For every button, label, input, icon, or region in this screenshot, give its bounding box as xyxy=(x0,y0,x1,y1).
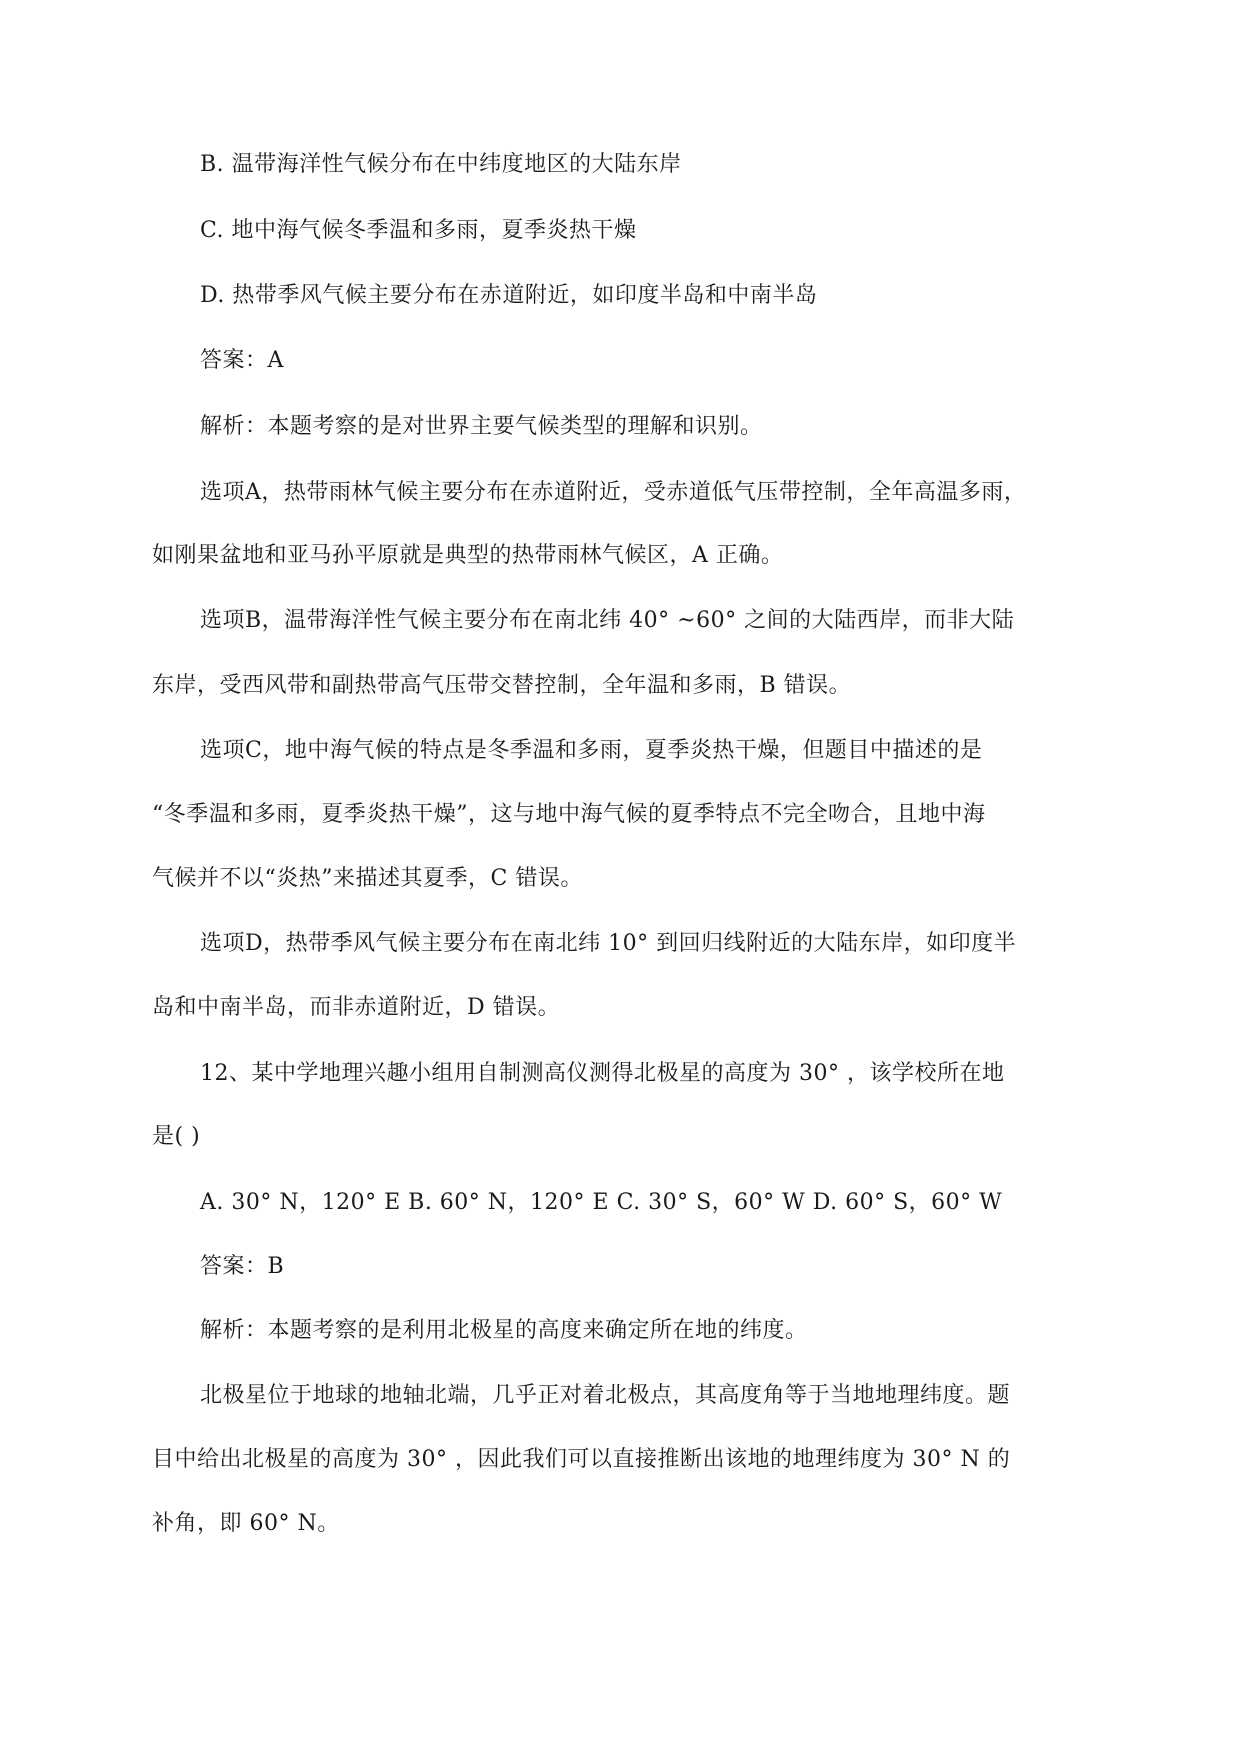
paragraph-line: 北极星位于地球的地轴北端，几乎正对着北极点，其高度角等于当地地理纬度。题 xyxy=(200,1383,1011,1408)
paragraph-line: “冬季温和多雨，夏季炎热干燥”，这与地中海气候的夏季特点不完全吻合，且地中海 xyxy=(152,802,986,827)
paragraph-line: 如刚果盆地和亚马孙平原就是典型的热带雨林气候区，A 正确。 xyxy=(152,543,784,568)
question-text: 12、某中学地理兴趣小组用自制测高仪测得北极星的高度为 30° ，该学校所在地 xyxy=(200,1061,1005,1086)
option-c-text: C. 地中海气候冬季温和多雨，夏季炎热干燥 xyxy=(200,218,637,243)
paragraph-line: 岛和中南半岛，而非赤道附近，D 错误。 xyxy=(152,995,561,1020)
option-b-text: B. 温带海洋性气候分布在中纬度地区的大陆东岸 xyxy=(200,152,682,177)
paragraph-line: 选项D，热带季风气候主要分布在南北纬 10° 到回归线附近的大陆东岸，如印度半 xyxy=(200,931,1017,956)
paragraph-line: 气候并不以“炎热”来描述其夏季，C 错误。 xyxy=(152,866,583,891)
option-d-text: D. 热带季风气候主要分布在赤道附近，如印度半岛和中南半岛 xyxy=(200,283,818,308)
paragraph-line: 补角，即 60° N。 xyxy=(152,1511,340,1536)
paragraph-line: 东岸，受西风带和副热带高气压带交替控制，全年温和多雨，B 错误。 xyxy=(152,673,852,698)
question-text: 是( ) xyxy=(152,1124,201,1149)
paragraph-line: 选项C，地中海气候的特点是冬季温和多雨，夏季炎热干燥，但题目中描述的是 xyxy=(200,738,983,763)
analysis-intro: 解析：本题考察的是利用北极星的高度来确定所在地的纬度。 xyxy=(200,1318,808,1343)
answer-line: 答案：A xyxy=(200,348,284,373)
paragraph-line: 目中给出北极星的高度为 30° ，因此我们可以直接推断出该地的地理纬度为 30° N 的 xyxy=(152,1447,1011,1472)
answer-line: 答案：B xyxy=(200,1254,285,1279)
analysis-intro: 解析：本题考察的是对世界主要气候类型的理解和识别。 xyxy=(200,414,763,439)
question-options: A. 30° N，120° E B. 60° N，120° E C. 30° S，60° W D. 60° S，60° W xyxy=(200,1190,1003,1215)
paragraph-line: 选项A，热带雨林气候主要分布在赤道附近，受赤道低气压带控制，全年高温多雨， xyxy=(200,480,1027,505)
paragraph-line: 选项B，温带海洋性气候主要分布在南北纬 40° ~60° 之间的大陆西岸，而非大陆 xyxy=(200,608,1015,633)
